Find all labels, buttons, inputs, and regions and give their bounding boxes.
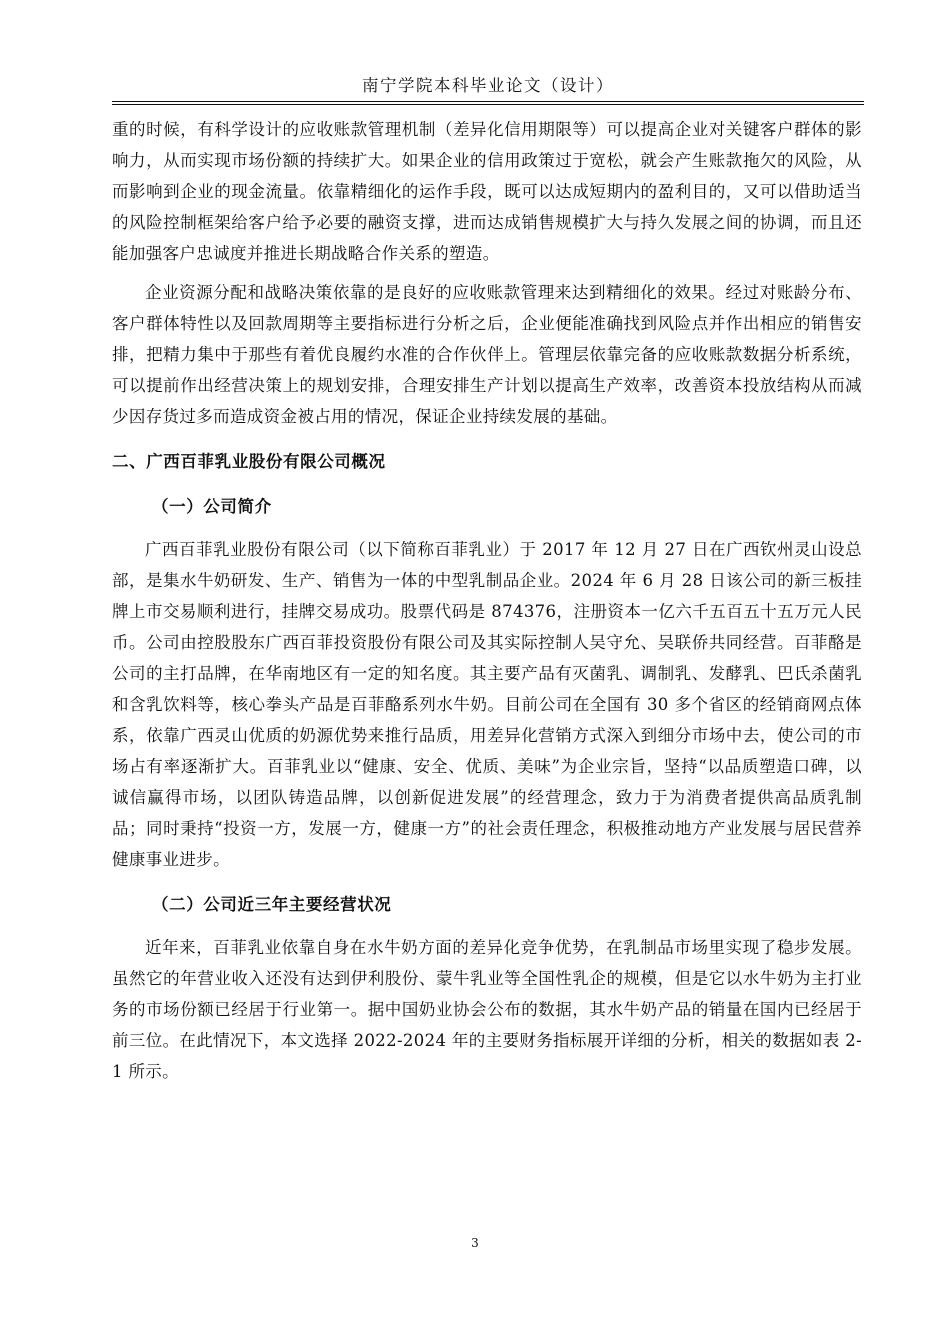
page-number: 3 [471, 1236, 479, 1250]
paragraph-continued: 重的时候，有科学设计的应收账款管理机制（差异化信用期限等）可以提高企业对关键客户群体的影响力，从而实现市场份额的持续扩大。如果企业的信用政策过于宽松，就会产生账款拖欠的风险，从而影响到企业的现金流量。依靠精细化的运作手段，既可以达成短期内的盈利目的，又可以借助适当的风险控制框架给客户给予必要的融资支撑，进而达成销售规模扩大与持久发展之间的协调，而且还能加强客户忠诚度并推进长期战略合作关系的塑造。 [112, 120, 862, 263]
paragraph-resource-allocation: 企业资源分配和战略决策依靠的是良好的应收账款管理来达到精细化的效果。经过对账龄分布、客户群体特性以及回款周期等主要指标进行分析之后，企业便能准确找到风险点并作出相应的销售安排，把精力集中于那些有着优良履约水准的合作伙伴上。管理层依靠完备的应收账款数据分析系统，可以提前作出经营决策上的规划安排，合理安排生产计划以提高生产效率，改善资本投放结构从而减少因存货过多而造成资金被占用的情况，保证企业持续发展的基础。 [112, 283, 862, 426]
subsection-heading-intro: （一）公司简介 [152, 497, 272, 516]
page-header-title: 南宁学院本科毕业论文（设计） [362, 76, 614, 95]
header-rule [112, 101, 864, 102]
section-heading: 二、广西百菲乳业股份有限公司概况 [112, 452, 386, 471]
subsection-heading-operations: （二）公司近三年主要经营状况 [152, 895, 392, 914]
paragraph-operations: 近年来，百菲乳业依靠自身在水牛奶方面的差异化竞争优势，在乳制品市场里实现了稳步发展。虽然它的年营业收入还没有达到伊利股份、蒙牛乳业等全国性乳企的规模，但是它以水牛奶为主打业务的市场份额已经居于行业第一。据中国奶业协会公布的数据，其水牛奶产品的销量在国内已经居于前三位。在此情况下，本文选择 2022-2024 年的主要财务指标展开详细的分析，相关的数据如表 2-1 所示。 [112, 938, 862, 1081]
header-rule-thin [112, 104, 864, 105]
paragraph-company-intro: 广西百菲乳业股份有限公司（以下简称百菲乳业）于 2017 年 12 月 27 日在广西钦州灵山设总部，是集水牛奶研发、生产、销售为一体的中型乳制品企业。2024 年 6 月 28 日该公司的新三板挂牌上市交易顺利进行，挂牌交易成功。股票代码是 874376，注册资本一亿六千五百五十五万元人民币。公司由控股股东广西百菲投资股份有限公司及其实际控制人吴守允、吴联侨共同经营。百菲酪是公司的主打品牌，在华南地区有一定的知名度。其主要产品有灭菌乳、调制乳、发酵乳、巴氏杀菌乳和含乳饮料等，核心拳头产品是百菲酪系列水牛奶。目前公司在全国有 30 多个省区的经销商网点体系，依靠广西灵山优质的奶源优势来推行品质，用差异化营销方式深入到细分市场中去，使公司的市场占有率逐渐扩大。百菲乳业以“健康、安全、优质、美味”为企业宗旨，坚持“以品质塑造口碑，以诚信赢得市场，以团队铸造品牌，以创新促进发展”的经营理念，致力于为消费者提供高品质乳制品；同时秉持“投资一方，发展一方，健康一方”的社会责任理念，积极推动地方产业发展与居民营养健康事业进步。 [112, 540, 862, 869]
document-body [112, 114, 862, 1087]
